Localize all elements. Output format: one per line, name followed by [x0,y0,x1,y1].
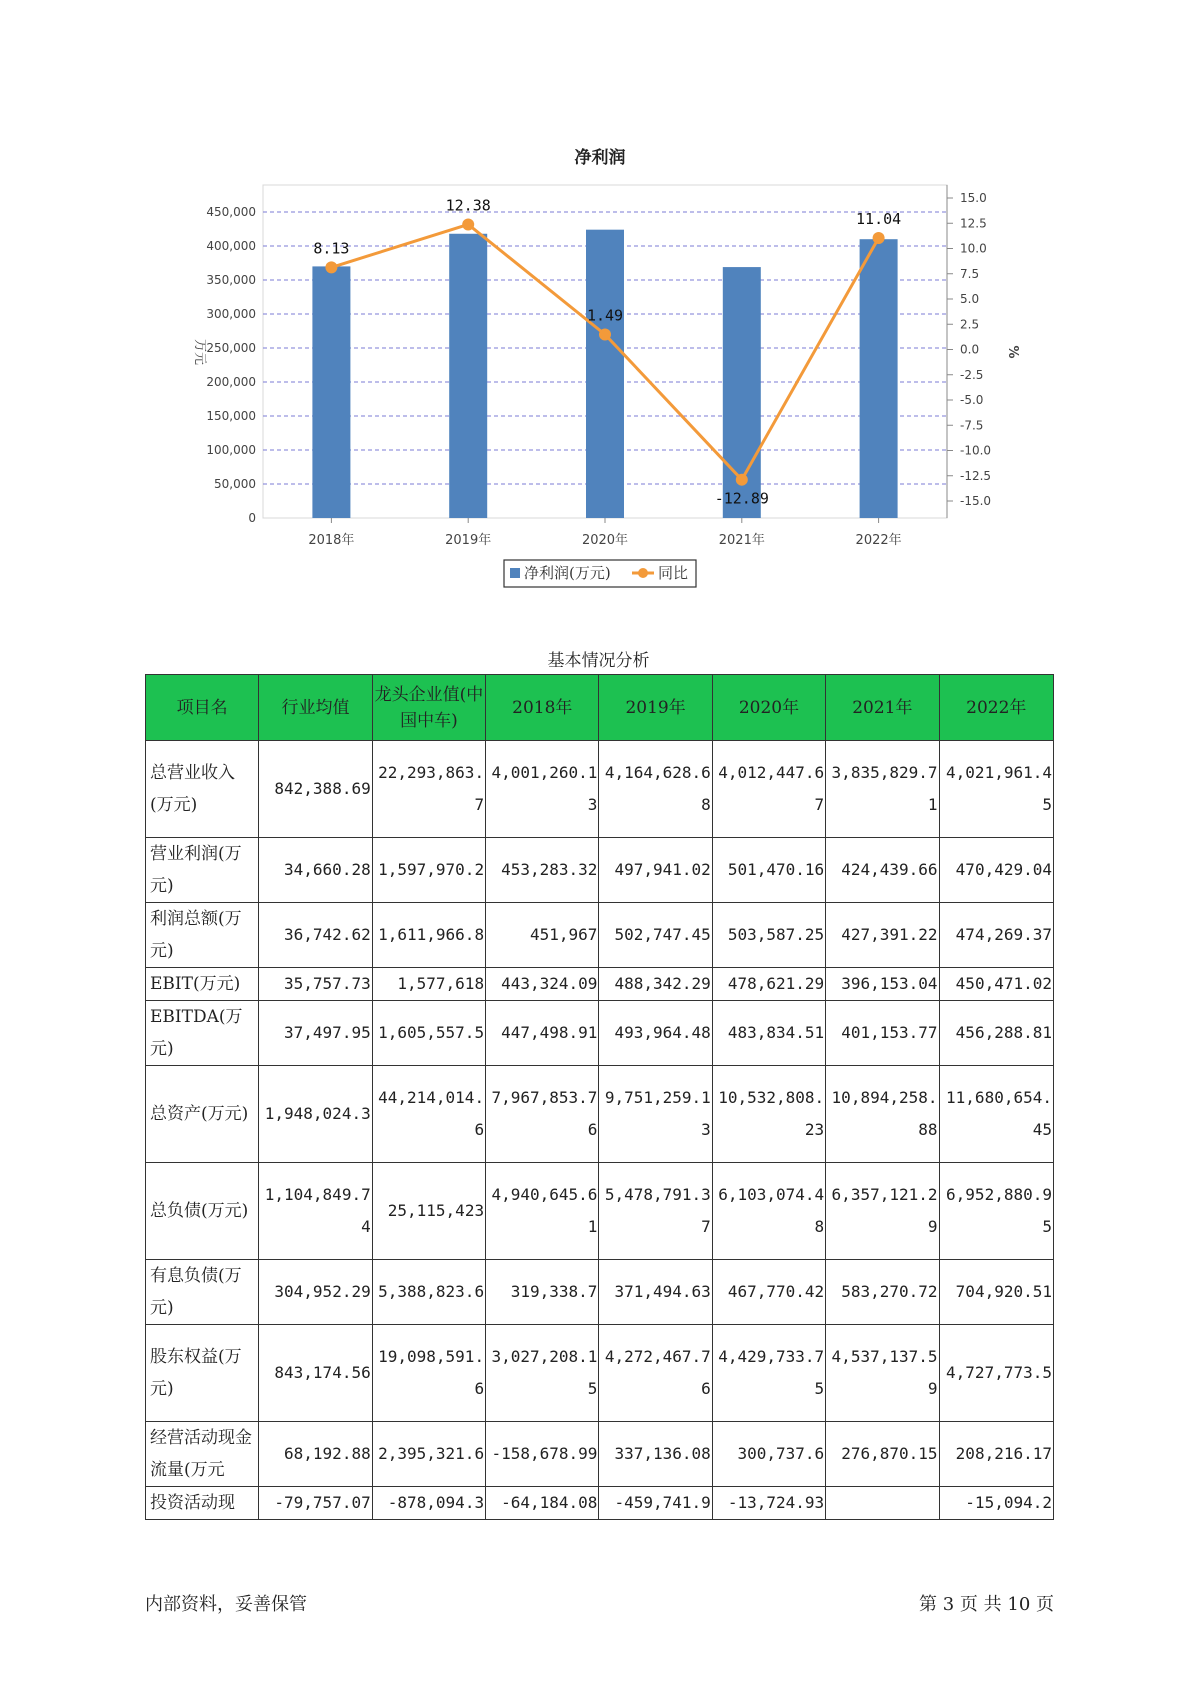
table-cell: 427,391.22 [826,903,939,968]
legend-item: 净利润(万元) [524,564,611,582]
table-cell: 503,587.25 [712,903,825,968]
table-cell: 401,153.77 [826,1001,939,1066]
left-tick-label: 200,000 [206,375,256,389]
point-yoy [325,261,337,273]
table-cell: -15,094.2 [939,1487,1053,1520]
right-tick-label: -15.0 [960,494,992,508]
right-tick-label: -5.0 [960,393,984,407]
left-tick-label: 100,000 [206,443,256,457]
table-cell: 7,967,853.76 [486,1066,599,1163]
right-tick-label: -12.5 [960,468,992,483]
table-cell: 488,342.29 [599,968,712,1001]
right-tick-label: 0.0 [960,342,980,357]
table-cell: 467,770.42 [712,1260,825,1325]
table-row [146,1422,1054,1487]
table-cell: 1,611,966.8 [372,903,485,968]
left-tick-label: 450,000 [206,205,256,219]
row-label: 总资产(万元) [146,1066,259,1163]
table-cell: 10,532,808.23 [712,1066,825,1163]
table-cell: 25,115,423 [372,1163,485,1260]
table-cell: 6,952,880.95 [939,1163,1053,1260]
table-cell: 447,498.91 [486,1001,599,1066]
table-cell [826,1487,939,1520]
table-cell: 22,293,863.7 [372,741,485,838]
table-cell: 4,164,628.68 [599,741,712,838]
left-tick-label: 150,000 [206,409,256,423]
table-cell: 337,136.08 [599,1422,712,1487]
table-cell: 68,192.88 [259,1422,372,1487]
right-tick-label: 10.0 [960,241,987,256]
table-cell: 483,834.51 [712,1001,825,1066]
x-tick-label: 2021年 [718,533,765,548]
table-cell: 453,283.32 [486,838,599,903]
table-cell: -459,741.9 [599,1487,712,1520]
point-yoy [736,474,748,486]
table-cell: 396,153.04 [826,968,939,1001]
left-tick-label: 0 [248,511,256,525]
table-cell: 502,747.45 [599,903,712,968]
table-row [146,741,1054,838]
table-cell: 35,757.73 [259,968,372,1001]
row-label: 投资活动现 [146,1487,259,1520]
table-cell: 451,967 [486,903,599,968]
table-cell: -878,094.3 [372,1487,485,1520]
table-cell: 4,272,467.76 [599,1325,712,1422]
table-cell: 2,395,321.6 [372,1422,485,1487]
left-tick-label: 250,000 [206,341,256,355]
table-row [146,1325,1054,1422]
table-cell: 1,577,618 [372,968,485,1001]
table-cell: 3,027,208.15 [486,1325,599,1422]
bar-net-profit [860,239,898,518]
data-label: 12.38 [445,196,491,215]
table-cell: 9,751,259.13 [599,1066,712,1163]
right-tick-label: 5.0 [960,292,980,306]
x-tick-label: 2019年 [445,533,492,548]
left-tick-label: 300,000 [206,307,256,321]
table-cell: 450,471.02 [939,968,1053,1001]
table-cell: 4,727,773.5 [939,1325,1053,1422]
table-cell: 5,478,791.37 [599,1163,712,1260]
table-cell: 478,621.29 [712,968,825,1001]
bar-net-profit [449,234,487,518]
table-cell: 4,021,961.45 [939,741,1053,838]
column-header: 2021年 [826,675,939,741]
legend-bar-swatch [510,568,520,578]
table-cell: 6,103,074.48 [712,1163,825,1260]
table-cell: 4,537,137.59 [826,1325,939,1422]
right-tick-label: 2.5 [960,317,980,332]
right-tick-label: -7.5 [960,418,984,433]
table-cell: 37,497.95 [259,1001,372,1066]
table-cell: 1,948,024.3 [259,1066,372,1163]
column-header: 2018年 [486,675,599,741]
row-label: 股东权益(万元) [146,1325,259,1422]
data-label: 1.49 [586,306,624,325]
right-tick-label: 12.5 [960,216,987,231]
footer-page-number: 第 3 页 共 10 页 [919,1594,1054,1615]
table-row [146,1260,1054,1325]
table-cell: -13,724.93 [712,1487,825,1520]
table-cell: 19,098,591.6 [372,1325,485,1422]
table-cell: 371,494.63 [599,1260,712,1325]
column-header: 行业均值 [259,675,372,741]
table-cell: -158,678.99 [486,1422,599,1487]
row-label: 利润总额(万元) [146,903,259,968]
x-tick-label: 2018年 [308,533,355,548]
table-cell: 843,174.56 [259,1325,372,1422]
table-cell: 501,470.16 [712,838,825,903]
table-cell: 493,964.48 [599,1001,712,1066]
table-cell: -79,757.07 [259,1487,372,1520]
bar-net-profit [312,266,350,518]
table-cell: 704,920.51 [939,1260,1053,1325]
table-cell: 6,357,121.29 [826,1163,939,1260]
row-label: 总营业收入(万元) [146,741,259,838]
legend-item: 同比 [658,564,689,582]
table-cell: 583,270.72 [826,1260,939,1325]
table-body [146,741,1054,1520]
table-cell: 4,429,733.75 [712,1325,825,1422]
column-header: 项目名 [146,675,259,741]
right-tick-label: 15.0 [960,191,987,205]
table-cell: 319,338.7 [486,1260,599,1325]
basic-analysis-table [145,674,1054,1520]
table-cell: 842,388.69 [259,741,372,838]
column-header: 2022年 [939,675,1053,741]
left-tick-label: 50,000 [214,477,256,491]
table-row [146,1163,1054,1260]
column-header: 龙头企业值(中国中车) [372,675,485,741]
table-cell: 4,940,645.61 [486,1163,599,1260]
table-cell: 300,737.6 [712,1422,825,1487]
table-cell: 34,660.28 [259,838,372,903]
table-cell: 36,742.62 [259,903,372,968]
table-row [146,1066,1054,1163]
table-cell: 1,597,970.2 [372,838,485,903]
table-cell: 10,894,258.88 [826,1066,939,1163]
data-label: -12.89 [714,489,769,508]
table-title: 基本情况分析 [547,651,650,671]
point-yoy [462,218,474,230]
data-label: 8.13 [313,239,350,258]
footer-confidential-note: 内部资料，妥善保管 [145,1594,307,1615]
table-cell: 424,439.66 [826,838,939,903]
table-cell: 474,269.37 [939,903,1053,968]
right-axis-label: % [1005,345,1020,359]
row-label: EBITDA(万元) [146,1001,259,1066]
table-cell: 304,952.29 [259,1260,372,1325]
table-cell: 4,001,260.13 [486,741,599,838]
table-cell: 5,388,823.6 [372,1260,485,1325]
table-row [146,903,1054,968]
x-tick-label: 2022年 [855,533,902,548]
right-tick-label: -10.0 [960,443,992,458]
table-cell: 208,216.17 [939,1422,1053,1487]
table-header-row [146,675,1054,741]
table-row [146,968,1054,1001]
column-header: 2019年 [599,675,712,741]
left-tick-label: 400,000 [206,239,256,253]
chart-title: 净利润 [574,148,626,168]
left-tick-label: 350,000 [206,273,256,287]
table-cell: 4,012,447.67 [712,741,825,838]
row-label: 有息负债(万元) [146,1260,259,1325]
right-tick-label: 7.5 [960,266,980,281]
table-cell: 3,835,829.71 [826,741,939,838]
left-axis-label: 万元 [192,338,207,366]
table-cell: 1,605,557.5 [372,1001,485,1066]
table-row [146,1487,1054,1520]
bar-net-profit [586,230,624,518]
column-header: 2020年 [712,675,825,741]
point-yoy [873,232,885,244]
table-cell: 497,941.02 [599,838,712,903]
table-cell: 44,214,014.6 [372,1066,485,1163]
table-row [146,1001,1054,1066]
table-cell: 443,324.09 [486,968,599,1001]
table-cell: 1,104,849.74 [259,1163,372,1260]
table-cell: 276,870.15 [826,1422,939,1487]
net-profit-chart [0,0,1191,640]
data-label: 11.04 [856,209,902,228]
table-row [146,838,1054,903]
legend-line-marker [638,568,648,578]
table-cell: 470,429.04 [939,838,1053,903]
row-label: EBIT(万元) [146,968,259,1001]
row-label: 营业利润(万元) [146,838,259,903]
row-label: 经营活动现金流量(万元 [146,1422,259,1487]
table-cell: 456,288.81 [939,1001,1053,1066]
point-yoy [599,328,611,340]
table-cell: -64,184.08 [486,1487,599,1520]
x-tick-label: 2020年 [581,533,629,548]
table-cell: 11,680,654.45 [939,1066,1053,1163]
right-tick-label: -2.5 [960,367,984,382]
row-label: 总负债(万元) [146,1163,259,1260]
